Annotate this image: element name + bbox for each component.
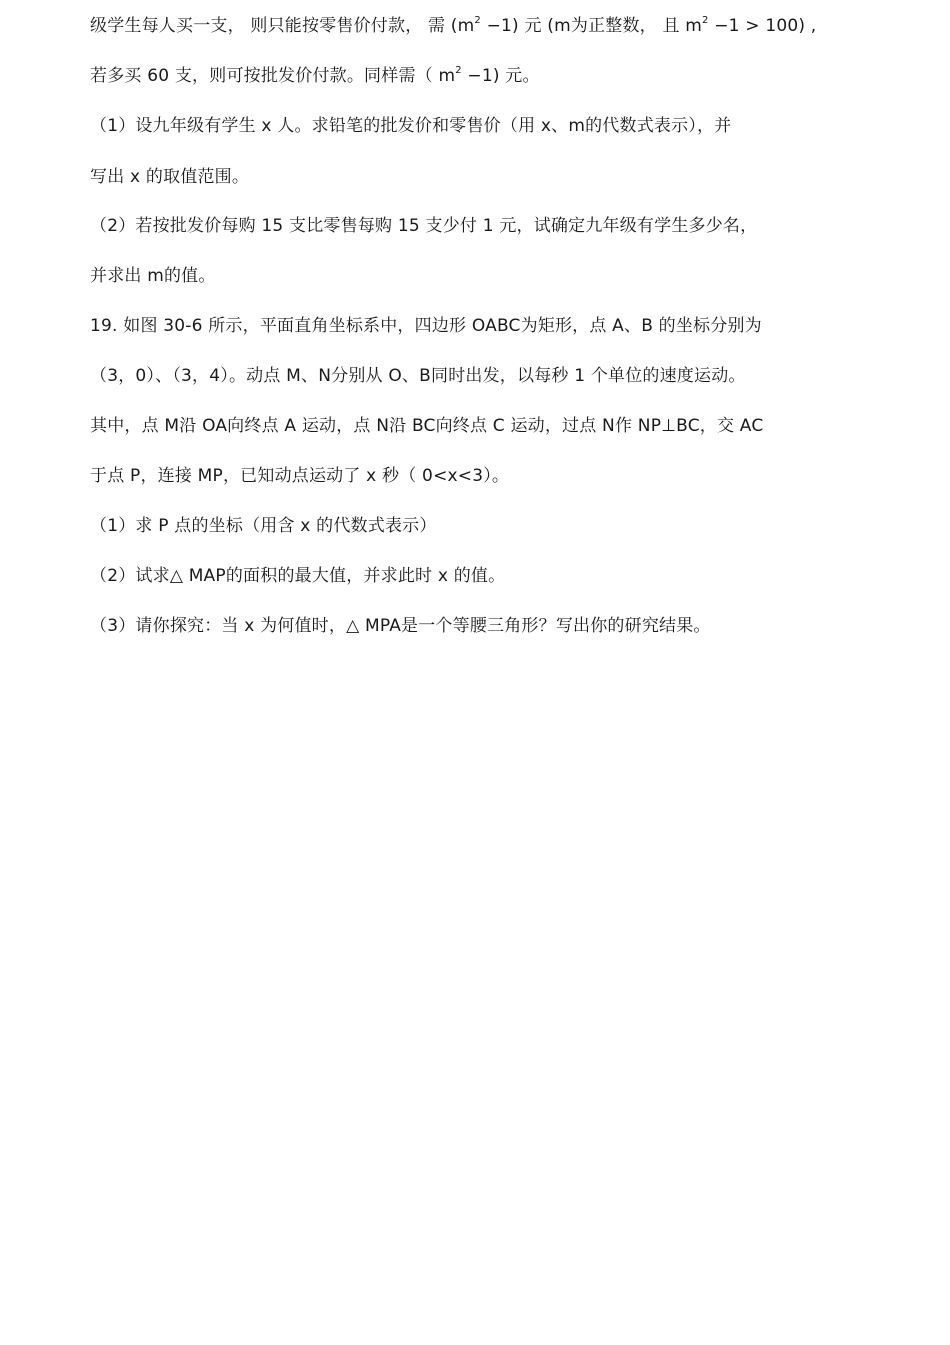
question-1-line-cont: 写出 x 的取值范围。 <box>90 167 250 187</box>
problem-19-line-3: 其中，点 M沿 OA向终点 A 运动，点 N沿 BC向终点 C 运动，过点 N作 NP⊥BC，交 AC <box>90 416 764 436</box>
problem-19-question-2: （2）试求△ MAP的面积的最大值，并求此时 x 的值。 <box>90 566 506 586</box>
problem-19-question-1: （1）求 P 点的坐标（用含 x 的代数式表示） <box>90 516 437 536</box>
question-2-line-cont: 并求出 m的值。 <box>90 266 216 286</box>
text-line-2 <box>90 65 540 87</box>
problem-19-question-3: （3）请你探究：当 x 为何值时，△ MPA是一个等腰三角形？写出你的研究结果。 <box>90 616 711 636</box>
text-line-1-part-c: −1 > 100) , <box>708 16 817 36</box>
superscript-2: 2 <box>702 15 709 26</box>
text-line-1-part-b: −1) 元 (m为正整数， 且 m <box>480 16 703 36</box>
superscript-2: 2 <box>455 65 462 76</box>
superscript-2: 2 <box>474 15 481 26</box>
question-2-line: （2）若按批发价每购 15 支比零售每购 15 支少付 1 元，试确定九年级有学生多少名， <box>90 216 758 236</box>
problem-19-line-2: （3，0）、（3，4）。动点 M、N分别从 O、B同时出发，以每秒 1 个单位的速度运动。 <box>90 366 746 386</box>
text-line-2-part-a: 若多买 60 支，则可按批发价付款。同样需（ m <box>90 66 456 86</box>
question-1-line: （1）设九年级有学生 x 人。求铅笔的批发价和零售价（用 x、m的代数式表示），并 <box>90 116 732 136</box>
text-line-1 <box>90 15 816 37</box>
text-line-2-part-b: −1) 元。 <box>461 66 540 86</box>
problem-19-line-1: 19. 如图 30-6 所示，平面直角坐标系中，四边形 OABC为矩形，点 A、B 的坐标分别为 <box>90 316 762 336</box>
problem-19-line-4: 于点 P，连接 MP，已知动点运动了 x 秒（ 0<x<3）。 <box>90 466 510 486</box>
text-line-1-part-a: 级学生每人买一支， 则只能按零售价付款， 需 (m <box>90 16 475 36</box>
